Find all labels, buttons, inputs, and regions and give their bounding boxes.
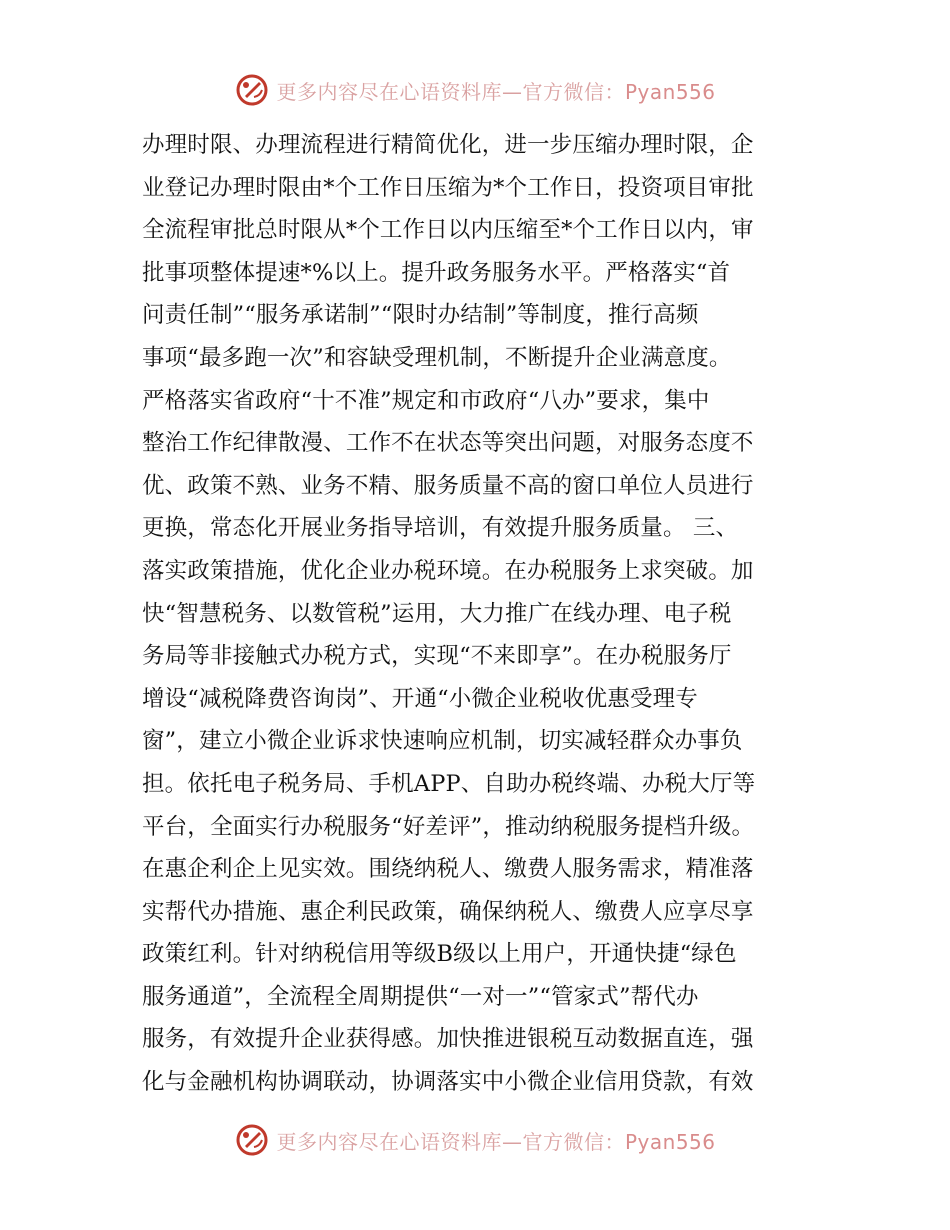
body-line: 在惠企利企上见实效。围绕纳税人、缴费人服务需求，精准落 [142,856,754,883]
body-line: 事项“最多跑一次”和容缺受理机制，不断提升企业满意度。 [142,344,732,371]
body-line: 严格落实省政府“十不准”规定和市政府“八办”要求，集中 [142,387,710,414]
body-line: 增设“减税降费咨询岗”、开通“小微企业税收优惠受理专 [142,685,698,712]
banner-text [276,76,715,105]
banner-brand-text: 更多内容尽在心语资料库—官方微信： [276,79,625,104]
body-line: 窗”，建立小微企业诉求快速响应机制，切实减轻群众办事负 [142,728,743,755]
body-line: 问责任制”“服务承诺制”“限时办结制”等制度，推行高频 [142,302,699,329]
footer-banner [0,1120,950,1160]
banner-wechat-id: Pyan556 [624,1129,716,1154]
body-line: 整治工作纪律散漫、工作不在状态等突出问题，对服务态度不 [142,430,754,457]
body-line: 政策红利。针对纳税信用等级B级以上用户，开通快捷“绿色 [142,941,737,968]
body-line: 快“智慧税务、以数管税”运用，大力推广在线办理、电子税 [142,600,732,627]
body-line: 更换，常态化开展业务指导培训，有效提升服务质量。 三、 [142,515,739,542]
document-body [142,124,822,1104]
body-line: 落实政策措施，优化企业办税环境。在办税服务上求突破。加 [142,557,754,584]
body-line: 服务，有效提升企业获得感。加快推进银税互动数据直连，强 [142,1026,754,1053]
body-line: 业登记办理时限由*个工作日压缩为*个工作日，投资项目审批 [142,174,754,201]
seal-logo-icon [234,72,270,108]
body-line: 担。依托电子税务局、手机APP、自助办税终端、办税大厅等 [142,770,756,797]
body-line: 优、政策不熟、业务不精、服务质量不高的窗口单位人员进行 [142,472,754,499]
banner-brand-text: 更多内容尽在心语资料库—官方微信： [276,1129,625,1154]
banner-wechat-id: Pyan556 [624,79,716,104]
body-line: 服务通道”，全流程全周期提供“一对一”“管家式”帮代办 [142,983,699,1010]
seal-logo-icon [234,1122,270,1158]
body-line: 化与金融机构协调联动，协调落实中小微企业信用贷款，有效 [142,1069,754,1096]
body-line: 实帮代办措施、惠企利民政策，确保纳税人、缴费人应享尽享 [142,898,754,925]
body-line: 批事项整体提速*%以上。提升政务服务水平。严格落实“首 [142,259,731,286]
header-banner [0,70,950,110]
body-line: 全流程审批总时限从*个工作日以内压缩至*个工作日以内，审 [142,217,754,244]
body-line: 办理时限、办理流程进行精简优化，进一步压缩办理时限，企 [142,132,754,158]
body-line: 务局等非接触式办税方式，实现“不来即享”。在办税服务厅 [142,643,732,670]
body-line: 平台，全面实行办税服务“好差评”，推动纳税服务提档升级。 [142,813,755,840]
banner-text [276,1126,715,1155]
